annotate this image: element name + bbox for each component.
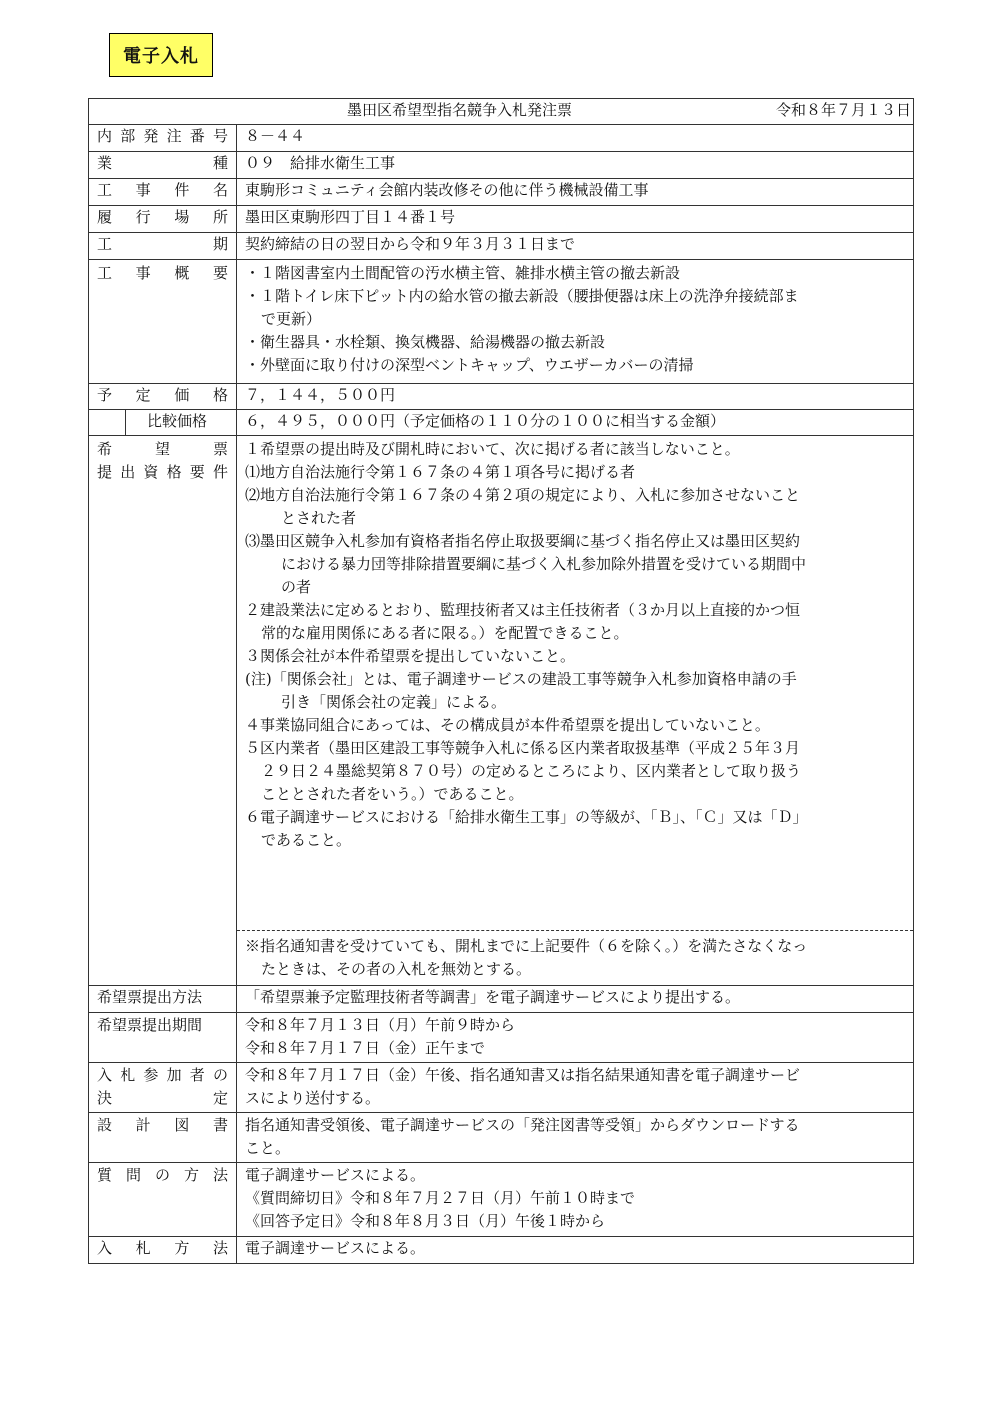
- requirement-line: ４事業協同組合にあっては、その構成員が本件希望票を提出していないこと。: [245, 716, 770, 734]
- value-compare: ６，４９５，０００円（予定価格の１１０分の１００に相当する金額）: [237, 410, 914, 436]
- period-line: 令和８年７月１３日（月）午前９時から: [245, 1016, 516, 1034]
- row-submit-method: [89, 986, 914, 1013]
- order-sheet-table: [88, 98, 914, 1264]
- label-char: 札: [135, 1239, 151, 1257]
- label-char: 行: [135, 208, 151, 226]
- value-decision: [237, 1063, 914, 1113]
- label-char: 定: [135, 386, 151, 404]
- label-decision-2: [97, 1087, 228, 1110]
- label-char: 入: [97, 1066, 113, 1084]
- row-drawings: [89, 1113, 914, 1163]
- label-char: 設: [97, 1116, 113, 1134]
- header-row: [89, 99, 914, 125]
- label-char: 番: [189, 127, 205, 145]
- label-char: 法: [212, 1166, 228, 1184]
- row-location: [89, 206, 914, 233]
- label-char: の: [212, 1066, 228, 1084]
- label-char: 加: [166, 1066, 182, 1084]
- label-char: 事: [135, 181, 151, 199]
- requirement-line: 引き「関係会社の定義」による。: [281, 693, 507, 711]
- label-char: 所: [212, 208, 228, 226]
- label-char: 工: [97, 181, 113, 199]
- requirement-line: １希望票の提出時及び開札時において、次に掲げる者に該当しないこと。: [245, 440, 740, 458]
- label-period: [97, 233, 228, 256]
- requirement-line: ⑴地方自治法施行令第１６７条の４第１項各号に掲げる者: [245, 463, 636, 481]
- label-char: 発: [143, 127, 159, 145]
- label-submit-method: 希望票提出方法: [89, 986, 237, 1013]
- value-questions: [237, 1163, 914, 1237]
- value-project: 東駒形コミュニティ会館内装改修その他に伴う機械設備工事: [237, 179, 914, 206]
- label-location: [97, 206, 228, 229]
- label-char: 価: [174, 386, 190, 404]
- electronic-bid-badge: 電子入札: [109, 33, 213, 77]
- label-char: 希: [97, 440, 113, 458]
- label-requirements-1: [97, 438, 228, 461]
- label-submit-period: 希望票提出期間: [89, 1013, 237, 1063]
- requirement-line: ⑶墨田区競争入札参加有資格者指名停止取扱要綱に基づく指名停止又は墨田区契約: [245, 532, 801, 550]
- label-char: 部: [120, 127, 136, 145]
- label-category: [97, 152, 228, 175]
- value-requirements: [237, 436, 914, 986]
- label-char: 予: [97, 386, 113, 404]
- value-submit-period: [237, 1013, 914, 1063]
- label-project: [97, 179, 228, 202]
- label-char: の: [154, 1166, 170, 1184]
- row-submit-period: [89, 1013, 914, 1063]
- document-title: 墨田区希望型指名競争入札発注票: [347, 101, 573, 119]
- label-char: 法: [212, 1239, 228, 1257]
- label-char: 期: [212, 235, 228, 253]
- label-char: 格: [212, 386, 228, 404]
- label-char: 札: [120, 1066, 136, 1084]
- period-line: 令和８年７月１７日（金）正午まで: [245, 1039, 486, 1057]
- requirement-line: (注)「関係会社」とは、電子調達サービスの建設工事等競争入札参加資格申請の手: [245, 670, 797, 688]
- value-submit-method: 「希望票兼予定監理技術者等調書」を電子調達サービスにより提出する。: [237, 986, 914, 1013]
- summary-line: ・１階トイレ床下ピット内の給水管の撤去新設（腰掛便器は床上の洗浄弁接続部ま: [245, 287, 799, 305]
- label-char: 資: [143, 463, 159, 481]
- requirement-line: ３関係会社が本件希望票を提出していないこと。: [245, 647, 576, 665]
- row-summary: [89, 260, 914, 384]
- label-char: 事: [135, 264, 151, 282]
- requirement-line: の者: [281, 578, 312, 596]
- label-order-no: [97, 125, 228, 148]
- summary-line: ・１階図書室内土間配管の汚水横主管、雑排水横主管の撤去新設: [245, 264, 681, 282]
- value-location: 墨田区東駒形四丁目１４番１号: [237, 206, 914, 233]
- requirement-line: ２建設業法に定めるとおり、監理技術者又は主任技術者（３か月以上直接的かつ恒: [245, 601, 801, 619]
- requirement-line: における暴力団等排除措置要綱に基づく入札参加除外措置を受けている期間中: [281, 555, 807, 573]
- label-char: 図: [174, 1116, 190, 1134]
- label-summary: [97, 262, 228, 285]
- label-price: [97, 384, 228, 407]
- label-char: 内: [97, 127, 113, 145]
- label-char: 注: [166, 127, 182, 145]
- row-order-no: [89, 125, 914, 152]
- label-char: 号: [212, 127, 228, 145]
- note-line: たときは、その者の入札を無効とする。: [261, 960, 532, 978]
- label-char: 方: [174, 1239, 190, 1257]
- label-char: 名: [212, 181, 228, 199]
- requirement-line: ２９日２４墨総契第８７０号）の定めるところにより、区内業者として取り扱う: [261, 762, 802, 780]
- label-char: 票: [212, 440, 228, 458]
- value-order-no: ８－４４: [237, 125, 914, 152]
- decision-line: 令和８年７月１７日（金）午後、指名通知書又は指名結果通知書を電子調達サービ: [245, 1066, 801, 1084]
- value-bid-method: 電子調達サービスによる。: [237, 1237, 914, 1264]
- requirement-line: ６電子調達サービスにおける「給排水衛生工事」の等級が、「Ｂ」、「Ｃ」又は「Ｄ」: [245, 808, 808, 826]
- drawings-line: こと。: [245, 1139, 291, 1157]
- label-char: 要: [212, 264, 228, 282]
- label-char: 概: [174, 264, 190, 282]
- label-char: 方: [183, 1166, 199, 1184]
- summary-line: ・外壁面に取り付けの深型ベントキャップ、ウエザーカバーの清掃: [245, 356, 694, 374]
- label-char: 工: [97, 235, 113, 253]
- label-questions: [97, 1164, 228, 1187]
- label-char: 業: [97, 154, 113, 172]
- issue-date: 令和８年７月１３日: [775, 101, 911, 119]
- row-price: [89, 384, 914, 410]
- label-char: 望: [154, 440, 170, 458]
- questions-line: 《質問締切日》令和８年７月２７日（月）午前１０時まで: [245, 1189, 636, 1207]
- requirement-line: とされた者: [281, 509, 357, 527]
- note-line: ※指名通知書を受けていても、開札までに上記要件（６を除く。）を満たさなくなっ: [245, 937, 808, 955]
- row-category: [89, 152, 914, 179]
- row-compare: [89, 410, 914, 436]
- requirement-line: ５区内業者（墨田区建設工事等競争入札に係る区内業者取扱基準（平成２５年３月: [245, 739, 801, 757]
- value-drawings: [237, 1113, 914, 1163]
- requirement-line: こととされた者をいう。）であること。: [261, 785, 524, 803]
- label-char: 書: [212, 1116, 228, 1134]
- drawings-line: 指名通知書受領後、電子調達サービスの「発注図書等受領」からダウンロードする: [245, 1116, 800, 1134]
- value-price: ７，１４４，５００円: [237, 384, 914, 410]
- summary-line: で更新）: [261, 310, 322, 328]
- label-char: 種: [212, 154, 228, 172]
- label-compare: 比較価格: [147, 412, 208, 430]
- summary-line: ・衛生器具・水栓類、換気機器、給湯機器の撤去新設: [245, 333, 606, 351]
- label-char: 問: [125, 1166, 141, 1184]
- label-char: 者: [189, 1066, 205, 1084]
- decision-line: スにより送付する。: [245, 1089, 381, 1107]
- label-char: 工: [97, 264, 113, 282]
- label-char: 履: [97, 208, 113, 226]
- row-bid-method: [89, 1237, 914, 1264]
- label-char: 場: [174, 208, 190, 226]
- label-char: 件: [174, 181, 190, 199]
- label-char: 決: [97, 1089, 113, 1107]
- questions-line: 電子調達サービスによる。: [245, 1166, 426, 1184]
- requirement-line: 常的な雇用関係にある者に限る。）を配置できること。: [261, 624, 629, 642]
- label-char: 質: [97, 1166, 113, 1184]
- label-bid-method: [97, 1237, 228, 1260]
- value-summary: [237, 260, 914, 384]
- label-char: 件: [212, 463, 228, 481]
- label-char: 要: [189, 463, 205, 481]
- label-drawings: [97, 1114, 228, 1137]
- row-requirements: [89, 436, 914, 986]
- label-char: 入: [97, 1239, 113, 1257]
- label-decision-1: [97, 1064, 228, 1087]
- label-char: 格: [166, 463, 182, 481]
- requirement-line: であること。: [261, 831, 352, 849]
- label-char: 定: [212, 1089, 228, 1107]
- label-char: 出: [120, 463, 136, 481]
- row-period: [89, 233, 914, 260]
- requirements-note: [237, 930, 913, 985]
- label-char: 計: [135, 1116, 151, 1134]
- label-char: 参: [143, 1066, 159, 1084]
- label-char: 提: [97, 463, 113, 481]
- row-decision: [89, 1063, 914, 1113]
- label-requirements-2: [97, 461, 228, 484]
- row-project: [89, 179, 914, 206]
- row-questions: [89, 1163, 914, 1237]
- questions-line: 《回答予定日》令和８年８月３日（月）午後１時から: [245, 1212, 606, 1230]
- value-period: 契約締結の日の翌日から令和９年３月３１日まで: [237, 233, 914, 260]
- value-category: ０９ 給排水衛生工事: [237, 152, 914, 179]
- requirement-line: ⑵地方自治法施行令第１６７条の４第２項の規定により、入札に参加させないこと: [245, 486, 801, 504]
